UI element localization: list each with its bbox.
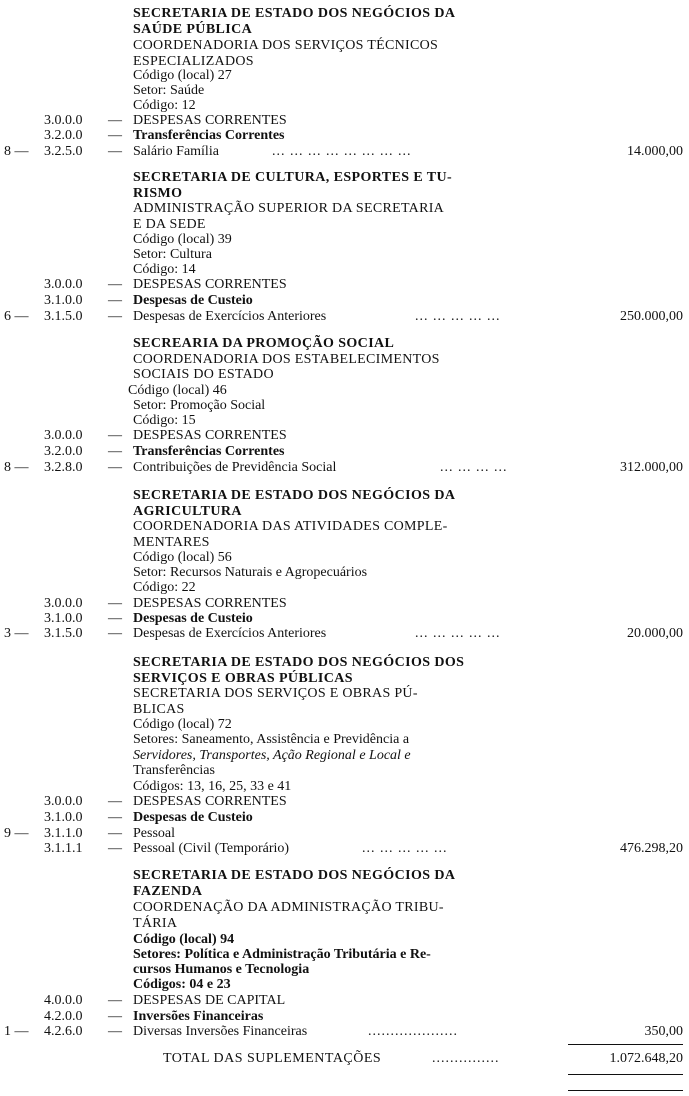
budget-row bbox=[0, 277, 689, 293]
section-header-line: SERVIÇOS E OBRAS PÚBLICAS bbox=[133, 671, 353, 686]
section-header-line: Código: 22 bbox=[133, 580, 196, 595]
row-marker: 8 — bbox=[4, 144, 29, 159]
row-dots: ... ... ... ... ... bbox=[415, 309, 501, 324]
row-desc: Contribuições de Previdência Social bbox=[133, 460, 337, 475]
budget-row bbox=[0, 993, 689, 1009]
row-dash: — bbox=[108, 293, 122, 308]
section-header-line: ADMINISTRAÇÃO SUPERIOR DA SECRETARIA bbox=[133, 201, 445, 216]
budget-row bbox=[0, 113, 689, 129]
row-desc: Transferências Correntes bbox=[133, 128, 285, 143]
row-code: 3.1.0.0 bbox=[44, 293, 83, 308]
row-code: 4.2.0.0 bbox=[44, 1009, 83, 1024]
row-code: 3.0.0.0 bbox=[44, 113, 83, 128]
section-header-line: ESPECIALIZADOS bbox=[133, 54, 254, 69]
row-code: 3.0.0.0 bbox=[44, 794, 83, 809]
subtotal-rule bbox=[568, 1044, 683, 1045]
row-code: 3.2.0.0 bbox=[44, 128, 83, 143]
row-code: 3.0.0.0 bbox=[44, 596, 83, 611]
budget-row bbox=[0, 826, 689, 842]
section-header-line: Setor: Promoção Social bbox=[133, 398, 266, 413]
section-header-line: SECRETARIA DOS SERVIÇOS E OBRAS PÚ- bbox=[133, 686, 418, 701]
budget-row bbox=[0, 596, 689, 612]
section-header-line: Código: 14 bbox=[133, 262, 196, 277]
row-dots: .................... bbox=[368, 1024, 458, 1039]
section-header-line: SECRETARIA DE ESTADO DOS NEGÓCIOS DA bbox=[133, 868, 456, 883]
section-header-line: Código (local) 27 bbox=[133, 68, 232, 83]
section-header-line: Código (local) 39 bbox=[133, 232, 232, 247]
section-header-line: MENTARES bbox=[133, 535, 210, 550]
row-dash: — bbox=[108, 460, 122, 475]
budget-row bbox=[0, 626, 689, 642]
section-header-line: Setores: Política e Administração Tributária e Re- bbox=[133, 947, 431, 962]
section-header-line: SECRETARIA DE CULTURA, ESPORTES E TU- bbox=[133, 170, 453, 185]
section-header-line: SECREARIA DA PROMOÇÃO SOCIAL bbox=[133, 336, 395, 351]
row-amount: 250.000,00 bbox=[620, 309, 683, 324]
total-rule-top bbox=[568, 1074, 683, 1075]
row-desc: Despesas de Custeio bbox=[133, 611, 253, 626]
row-dash: — bbox=[108, 810, 122, 825]
section-header-line: Código (local) 56 bbox=[133, 550, 232, 565]
budget-row bbox=[0, 794, 689, 810]
row-marker: 9 — bbox=[4, 826, 29, 841]
section-header-line: TÁRIA bbox=[133, 916, 178, 931]
row-desc: Transferências Correntes bbox=[133, 444, 285, 459]
row-dots: ... ... ... ... bbox=[440, 460, 508, 475]
total-rule-bottom bbox=[568, 1090, 683, 1091]
section-header-line: Códigos: 04 e 23 bbox=[133, 977, 231, 992]
total-amount: 1.072.648,20 bbox=[609, 1051, 683, 1066]
row-code: 3.1.5.0 bbox=[44, 626, 83, 641]
budget-row bbox=[0, 144, 689, 160]
section-header-line: Código: 15 bbox=[133, 413, 196, 428]
row-desc: Despesas de Exercícios Anteriores bbox=[133, 626, 327, 641]
budget-row bbox=[0, 428, 689, 444]
row-dash: — bbox=[108, 1024, 122, 1039]
total-dots: ............... bbox=[432, 1051, 500, 1066]
total-row bbox=[0, 1050, 689, 1068]
section-header-line: Código (local) 94 bbox=[133, 932, 235, 947]
section-header-line: COORDENADORIA DAS ATIVIDADES COMPLE- bbox=[133, 519, 448, 534]
row-desc: DESPESAS DE CAPITAL bbox=[133, 993, 286, 1008]
row-amount: 312.000,00 bbox=[620, 460, 683, 475]
row-desc: Pessoal (Civil (Temporário) bbox=[133, 841, 290, 856]
row-dash: — bbox=[108, 626, 122, 641]
row-code: 3.0.0.0 bbox=[44, 428, 83, 443]
section-header-line: SAÚDE PÚBLICA bbox=[133, 22, 253, 37]
section-header-line: Transferências bbox=[133, 763, 215, 778]
budget-row bbox=[0, 810, 689, 826]
section-header-line: Setores: Saneamento, Assistência e Previdência a bbox=[133, 732, 410, 747]
section-header-line: AGRICULTURA bbox=[133, 504, 242, 519]
row-code: 3.2.0.0 bbox=[44, 444, 83, 459]
row-code: 3.1.0.0 bbox=[44, 611, 83, 626]
row-marker: 1 — bbox=[4, 1024, 29, 1039]
row-dash: — bbox=[108, 444, 122, 459]
row-desc: Inversões Financeiras bbox=[133, 1009, 264, 1024]
row-desc: Diversas Inversões Financeiras bbox=[133, 1024, 308, 1039]
row-code: 3.1.0.0 bbox=[44, 810, 83, 825]
row-desc: Despesas de Custeio bbox=[133, 293, 253, 308]
budget-row bbox=[0, 460, 689, 476]
section-header-line: COORDENADORIA DOS SERVIÇOS TÉCNICOS bbox=[133, 38, 439, 53]
row-code: 3.0.0.0 bbox=[44, 277, 83, 292]
row-dots: ... ... ... ... ... bbox=[362, 841, 448, 856]
row-dash: — bbox=[108, 993, 122, 1008]
row-desc: DESPESAS CORRENTES bbox=[133, 428, 287, 443]
section-header-line: SECRETARIA DE ESTADO DOS NEGÓCIOS DA bbox=[133, 488, 456, 503]
row-amount: 476.298,20 bbox=[620, 841, 683, 856]
row-desc: DESPESAS CORRENTES bbox=[133, 596, 287, 611]
section-header-line: SECRETARIA DE ESTADO DOS NEGÓCIOS DOS bbox=[133, 655, 465, 670]
row-code: 4.0.0.0 bbox=[44, 993, 83, 1008]
section-header-line: RISMO bbox=[133, 186, 183, 201]
row-desc: DESPESAS CORRENTES bbox=[133, 277, 287, 292]
section-header-line: SECRETARIA DE ESTADO DOS NEGÓCIOS DA bbox=[133, 6, 456, 21]
row-dash: — bbox=[108, 309, 122, 324]
budget-row bbox=[0, 1024, 689, 1040]
row-marker: 3 — bbox=[4, 626, 29, 641]
row-code: 3.1.5.0 bbox=[44, 309, 83, 324]
row-code: 3.2.8.0 bbox=[44, 460, 83, 475]
section-header-line: E DA SEDE bbox=[133, 217, 206, 232]
row-dots: ... ... ... ... ... ... ... ... bbox=[272, 144, 412, 159]
budget-row bbox=[0, 128, 689, 144]
row-code: 3.1.1.0 bbox=[44, 826, 83, 841]
row-dash: — bbox=[108, 826, 122, 841]
total-label: TOTAL DAS SUPLEMENTAÇÕES bbox=[163, 1051, 382, 1066]
section-header-line: Código (local) 46 bbox=[128, 383, 227, 398]
section-header-line: Código (local) 72 bbox=[133, 717, 232, 732]
budget-row bbox=[0, 841, 689, 857]
row-dash: — bbox=[108, 428, 122, 443]
row-amount: 20.000,00 bbox=[627, 626, 683, 641]
row-dash: — bbox=[108, 596, 122, 611]
row-desc: DESPESAS CORRENTES bbox=[133, 113, 287, 128]
section-header-line: FAZENDA bbox=[133, 884, 203, 899]
row-desc: Salário Família bbox=[133, 144, 219, 159]
section-header-line: Códigos: 13, 16, 25, 33 e 41 bbox=[133, 779, 292, 794]
row-dash: — bbox=[108, 277, 122, 292]
row-dash: — bbox=[108, 1009, 122, 1024]
budget-row bbox=[0, 309, 689, 325]
row-desc: Despesas de Custeio bbox=[133, 810, 253, 825]
budget-row bbox=[0, 293, 689, 309]
budget-row bbox=[0, 444, 689, 460]
section-header-line: Código: 12 bbox=[133, 98, 196, 113]
row-dash: — bbox=[108, 144, 122, 159]
section-header-line: cursos Humanos e Tecnologia bbox=[133, 962, 310, 977]
section-header-line: Setor: Cultura bbox=[133, 247, 212, 262]
row-dash: — bbox=[108, 841, 122, 856]
budget-row bbox=[0, 1009, 689, 1025]
row-desc: DESPESAS CORRENTES bbox=[133, 794, 287, 809]
row-code: 3.1.1.1 bbox=[44, 841, 83, 856]
row-amount: 14.000,00 bbox=[627, 144, 683, 159]
section-header-line: Setor: Saúde bbox=[133, 83, 205, 98]
row-code: 3.2.5.0 bbox=[44, 144, 83, 159]
row-dash: — bbox=[108, 113, 122, 128]
section-header-line: COORDENADORIA DOS ESTABELECIMENTOS bbox=[133, 352, 440, 367]
section-header-line: SOCIAIS DO ESTADO bbox=[133, 367, 274, 382]
section-header-line: COORDENAÇÃO DA ADMINISTRAÇÃO TRIBU- bbox=[133, 900, 444, 915]
section-header-line: Setor: Recursos Naturais e Agropecuários bbox=[133, 565, 368, 580]
row-desc: Pessoal bbox=[133, 826, 175, 841]
section-header-line: BLICAS bbox=[133, 702, 185, 717]
row-dash: — bbox=[108, 128, 122, 143]
row-marker: 8 — bbox=[4, 460, 29, 475]
row-dash: — bbox=[108, 794, 122, 809]
row-code: 4.2.6.0 bbox=[44, 1024, 83, 1039]
budget-row bbox=[0, 611, 689, 627]
row-dash: — bbox=[108, 611, 122, 626]
row-dots: ... ... ... ... ... bbox=[415, 626, 501, 641]
section-header-line: Servidores, Transportes, Ação Regional e Local e bbox=[133, 748, 411, 763]
row-desc: Despesas de Exercícios Anteriores bbox=[133, 309, 327, 324]
row-marker: 6 — bbox=[4, 309, 29, 324]
row-amount: 350,00 bbox=[644, 1024, 683, 1039]
